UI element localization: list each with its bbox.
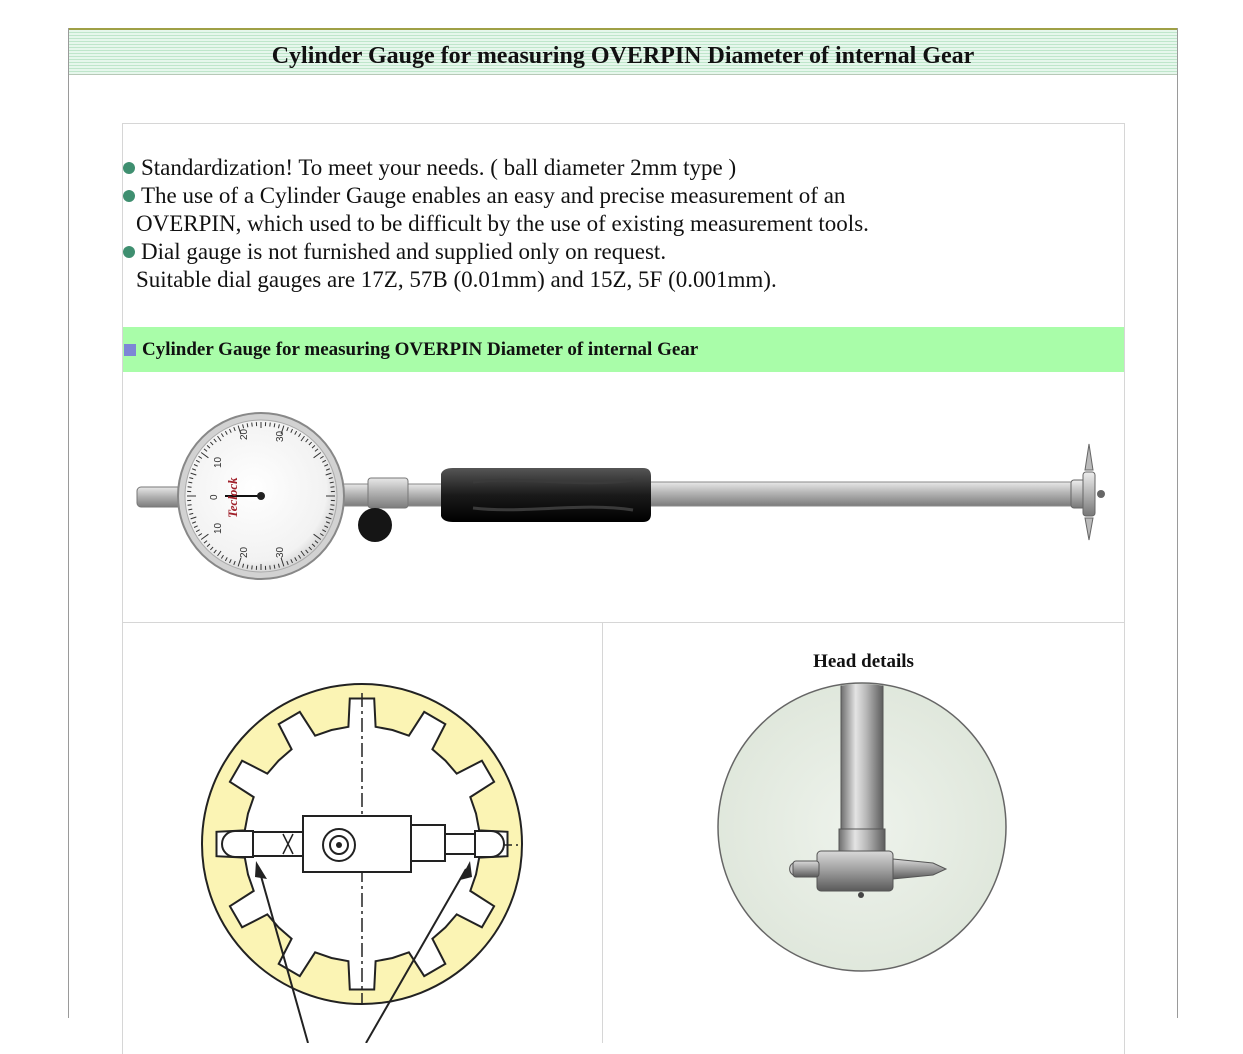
dial-tick bbox=[188, 487, 192, 488]
dial-numeral: 30 bbox=[275, 430, 286, 442]
clamp bbox=[368, 478, 408, 508]
head-details-cell bbox=[603, 623, 1124, 1043]
page-title: Cylinder Gauge for measuring OVERPIN Diameter of internal Gear bbox=[272, 35, 975, 70]
feature-text-continued: OVERPIN, which used to be difficult by the use of existing measurement tools. bbox=[123, 210, 1103, 238]
bullet-icon bbox=[123, 190, 135, 202]
cylinder-gauge-illustration bbox=[123, 372, 1124, 622]
gauge-head-body bbox=[303, 816, 411, 872]
dial-brand: Teclock bbox=[225, 477, 240, 518]
stem bbox=[137, 487, 183, 507]
bullet-icon bbox=[123, 246, 135, 258]
dial-numeral: 30 bbox=[275, 546, 286, 558]
dial-numeral: 10 bbox=[213, 456, 224, 468]
dial-tick bbox=[252, 565, 253, 569]
gear-diagram-cell bbox=[123, 623, 603, 1043]
section-title: Cylinder Gauge for measuring OVERPIN Diameter of internal Gear bbox=[142, 339, 698, 361]
feature-list bbox=[123, 154, 1103, 294]
feature-text: Standardization! To meet your needs. ( ball diameter 2mm type ) bbox=[141, 154, 736, 182]
feature-item bbox=[123, 154, 1103, 182]
top-banner bbox=[69, 28, 1177, 75]
grip bbox=[441, 468, 651, 522]
dial-tick bbox=[330, 505, 334, 506]
feature-item bbox=[123, 238, 1103, 266]
square-bullet-icon bbox=[124, 344, 136, 356]
head-details-photo bbox=[603, 623, 1124, 1043]
page-frame bbox=[68, 28, 1178, 1018]
head-details-title: Head details bbox=[603, 651, 1124, 673]
feature-text-continued: Suitable dial gauges are 17Z, 57B (0.01mm) and 15Z, 5F (0.001mm). bbox=[123, 266, 1103, 294]
dial-tick bbox=[188, 505, 192, 506]
dial-tick bbox=[252, 423, 253, 427]
dial-tick bbox=[270, 423, 271, 427]
dial-numeral: 0 bbox=[209, 494, 220, 500]
detail-head-block bbox=[817, 851, 893, 891]
rod bbox=[643, 482, 1073, 506]
dial-tick bbox=[270, 565, 271, 569]
contact-ball-left bbox=[222, 831, 253, 857]
contact-ball-right bbox=[475, 831, 504, 857]
product-photo bbox=[123, 372, 1124, 623]
feature-item bbox=[123, 182, 1103, 210]
bullet-icon bbox=[123, 162, 135, 174]
detail-rod bbox=[841, 678, 883, 848]
feature-text: The use of a Cylinder Gauge enables an easy and precise measurement of an bbox=[141, 182, 845, 210]
internal-gear-diagram bbox=[123, 623, 602, 1043]
dial-numeral: 20 bbox=[239, 428, 250, 440]
section-heading bbox=[123, 327, 1124, 372]
content-box bbox=[122, 123, 1125, 1054]
dial-numeral: 10 bbox=[213, 522, 224, 534]
clamp-knob-icon bbox=[358, 508, 392, 542]
dial-tick bbox=[330, 487, 334, 488]
feature-text: Dial gauge is not furnished and supplied only on request. bbox=[141, 238, 666, 266]
dial-numeral: 20 bbox=[239, 546, 250, 558]
